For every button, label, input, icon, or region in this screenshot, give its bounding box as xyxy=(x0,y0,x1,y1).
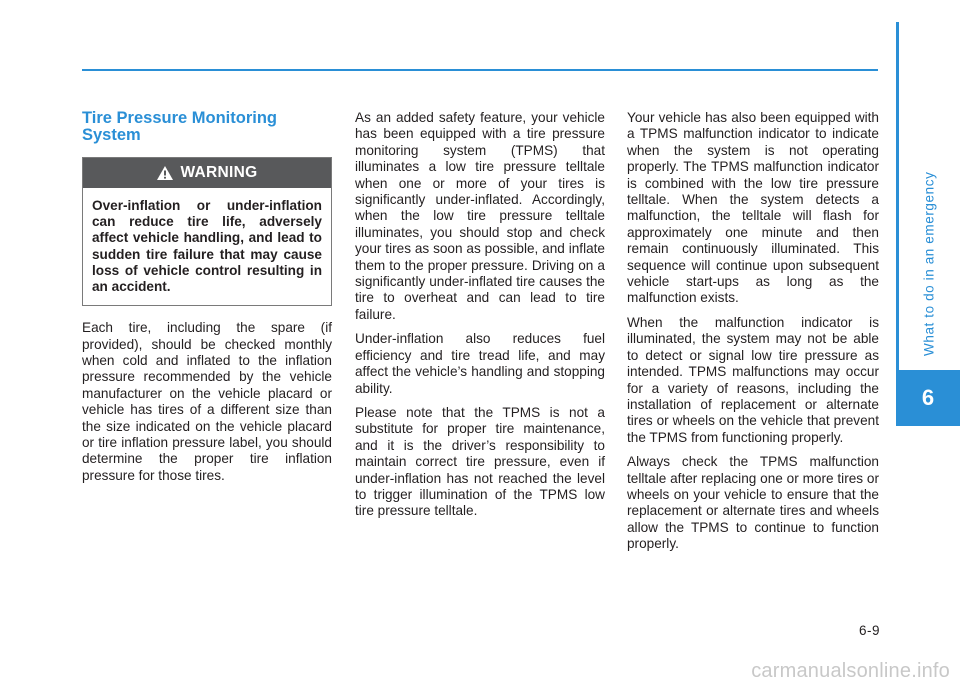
page-number: 6-9 xyxy=(858,623,880,638)
paragraph: When the malfunction indicator is illuminated, the system may not be able to detect or signal low tire pressure as intended. TPMS malfunctions may occur for a variety of reasons, including the installation of replacement or alternate tires or wheels on the vehicle that prevent the TPMS from functioning properly. xyxy=(627,314,879,445)
paragraph: Each tire, including the spare (if provided), should be checked monthly when cold and inflated to the inflation pressure recommended by the vehicle manufacturer on the vehicle placard or vehicle has tires of a different size than the size indicated on the vehicle placard or tire inflation pressure label, you should determine the proper tire inflation pressure for those tires. xyxy=(82,320,332,483)
column-2 xyxy=(355,110,605,528)
warning-triangle-icon xyxy=(156,165,174,181)
side-tab-rule xyxy=(896,22,899,376)
paragraph: As an added safety feature, your vehicle has been equipped with a tire pressure monitoring system (TPMS) that illuminates a low tire pressure telltale when one or more of your tires is significantly under-inflated. Accordingly, when the low tire pressure telltale illuminates, you should stop and check your tires as soon as possible, and inflate them to the proper pressure. Driving on a significantly under-inflated tire causes the tire to overheat and can lead to tire failure. xyxy=(355,110,605,322)
top-rule xyxy=(82,69,878,71)
paragraph: Under-inflation also reduces fuel efficiency and tire tread life, and may affect the vehicle’s handling and stopping ability. xyxy=(355,331,605,396)
paragraph: Your vehicle has also been equipped with a TPMS malfunction indicator to indicate when the system is not operating properly. The TPMS malfunction indicator is combined with the low tire pressure telltale. When the system detects a malfunction, the telltale will flash for approximately one minute and then remain continuously illuminated. This sequence will continue upon subsequent vehicle start-ups as long as the malfunction exists. xyxy=(627,110,879,306)
column-1 xyxy=(82,110,332,492)
warning-text: Over-inflation or under-inflation can reduce tire life, adversely affect vehicle handling, and lead to sudden tire failure that may cause loss of vehicle control resulting in an accident. xyxy=(92,198,322,295)
chapter-title: What to do in an emergency xyxy=(921,171,937,356)
warning-header xyxy=(83,158,331,188)
paragraph: Please note that the TPMS is not a substitute for proper tire maintenance, and it is the driver’s responsibility to maintain correct tire pressure, even if under-inflation has not reached the level to trigger illumination of the TPMS low tire pressure telltale. xyxy=(355,404,605,519)
column-3 xyxy=(627,110,879,561)
watermark: carmanualsonline.info xyxy=(751,660,950,682)
warning-box xyxy=(82,157,332,306)
section-title: Tire Pressure Monitoring System xyxy=(82,109,277,144)
warning-label: WARNING xyxy=(180,163,258,181)
chapter-number-badge: 6 xyxy=(896,370,960,426)
paragraph: Always check the TPMS malfunction telltale after replacing one or more tires or wheels on your vehicle to ensure that the replacement or alternate tires and wheels allow the TPMS to continue to function properly. xyxy=(627,454,879,552)
